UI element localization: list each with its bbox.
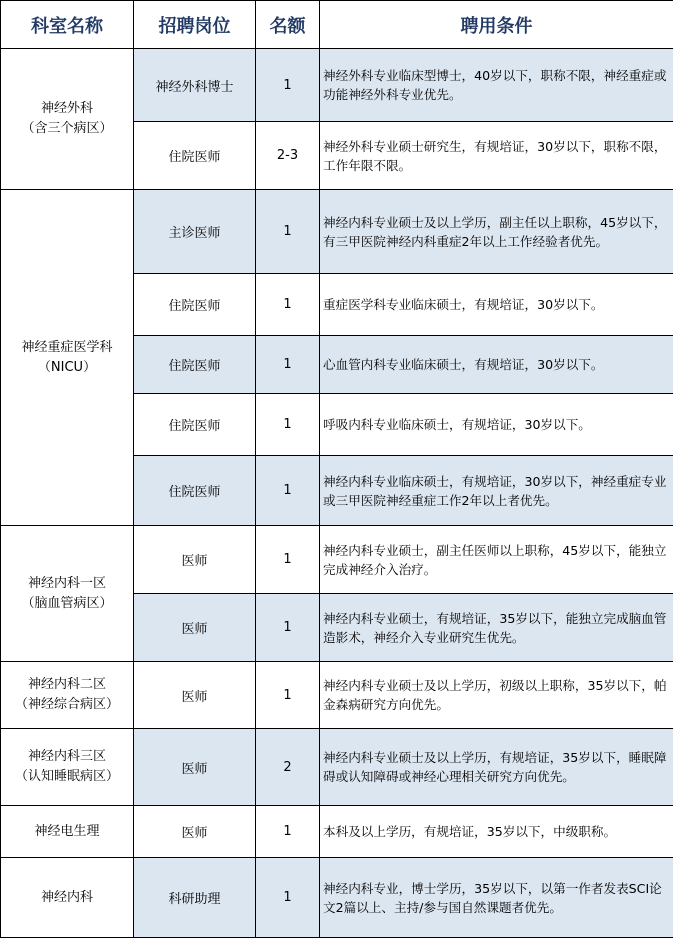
department-name: 神经电生理 [34,823,100,839]
conditions-cell: 神经内科专业临床硕士，有规培证，30岁以下，神经重症专业或三甲医院神经重症工作2年以上者优先。 [320,456,673,526]
department-cell [1,190,134,526]
department-cell [1,526,134,662]
conditions-cell: 神经内科专业硕士，副主任医师以上职称，45岁以下，能独立完成神经介入治疗。 [320,526,673,594]
department-cell [1,662,134,729]
conditions-cell: 神经内科专业硕士及以上学历，初级以上职称，35岁以下，帕金森病研究方向优先。 [320,662,673,729]
department-name: 神经内科 [40,889,93,905]
quota-cell: 1 [256,526,320,594]
conditions-cell: 心血管内科专业临床硕士，有规培证，30岁以下。 [320,336,673,394]
position-cell: 主诊医师 [134,190,256,274]
department-name: 神经内科二区 [27,677,106,692]
conditions-cell: 本科及以上学历，有规培证，35岁以下，中级职称。 [320,806,673,858]
quota-cell: 2-3 [256,122,320,190]
table-row [1,526,673,594]
conditions-cell: 重症医学科专业临床硕士，有规培证，30岁以下。 [320,274,673,336]
position-cell: 医师 [134,526,256,594]
department-name: 神经内科一区 [27,575,106,591]
quota-cell: 1 [256,594,320,662]
table-row [1,806,673,858]
position-cell: 住院医师 [134,456,256,526]
department-cell [1,49,134,190]
conditions-cell: 神经外科专业硕士研究生，有规培证，30岁以下，职称不限，工作年限不限。 [320,122,673,190]
position-cell: 医师 [134,806,256,858]
quota-cell: 1 [256,190,320,274]
department-name: 神经重症医学科 [21,339,113,355]
header-quota: 名额 [256,1,320,49]
quota-cell: 1 [256,394,320,456]
department-subtitle: （NICU） [37,359,97,375]
position-cell: 住院医师 [134,122,256,190]
quota-cell: 1 [256,858,320,938]
quota-cell: 1 [256,274,320,336]
quota-cell: 1 [256,662,320,729]
department-subtitle: （脑血管病区） [21,595,113,611]
position-cell: 住院医师 [134,394,256,456]
department-name: 神经内科三区 [27,749,106,764]
department-subtitle: （认知睡眠病区） [14,769,119,784]
header-conditions: 聘用条件 [320,1,673,49]
quota-cell: 1 [256,49,320,122]
quota-cell: 1 [256,456,320,526]
department-subtitle: （含三个病区） [21,121,113,136]
header-position: 招聘岗位 [134,1,256,49]
header-department: 科室名称 [1,1,134,49]
department-name: 神经外科 [40,101,93,116]
position-cell: 医师 [134,594,256,662]
table-row [1,729,673,806]
quota-cell: 2 [256,729,320,806]
conditions-cell: 神经内科专业硕士及以上学历，有规培证，35岁以下，睡眠障碍或认知障碍或神经心理相关研究方向优先。 [320,729,673,806]
table-row [1,662,673,729]
header-row [1,1,673,49]
position-cell: 住院医师 [134,336,256,394]
table-row [1,49,673,122]
position-cell: 科研助理 [134,858,256,938]
quota-cell: 1 [256,806,320,858]
table-row [1,858,673,938]
conditions-cell: 神经外科专业临床型博士，40岁以下，职称不限，神经重症或功能神经外科专业优先。 [320,49,673,122]
quota-cell: 1 [256,336,320,394]
conditions-cell: 呼吸内科专业临床硕士，有规培证，30岁以下。 [320,394,673,456]
position-cell: 医师 [134,662,256,729]
conditions-cell: 神经内科专业硕士，有规培证，35岁以下，能独立完成脑血管造影术，神经介入专业研究生优先。 [320,594,673,662]
conditions-cell: 神经内科专业硕士及以上学历，副主任以上职称，45岁以下，有三甲医院神经内科重症2年以上工作经验者优先。 [320,190,673,274]
position-cell: 医师 [134,729,256,806]
department-cell [1,806,134,858]
table-row [1,190,673,274]
position-cell: 神经外科博士 [134,49,256,122]
department-subtitle: （神经综合病区） [14,697,119,712]
department-cell [1,729,134,806]
department-cell [1,858,134,938]
conditions-cell: 神经内科专业，博士学历，35岁以下，以第一作者发表SCI论文2篇以上、主持/参与国自然课题者优先。 [320,858,673,938]
position-cell: 住院医师 [134,274,256,336]
